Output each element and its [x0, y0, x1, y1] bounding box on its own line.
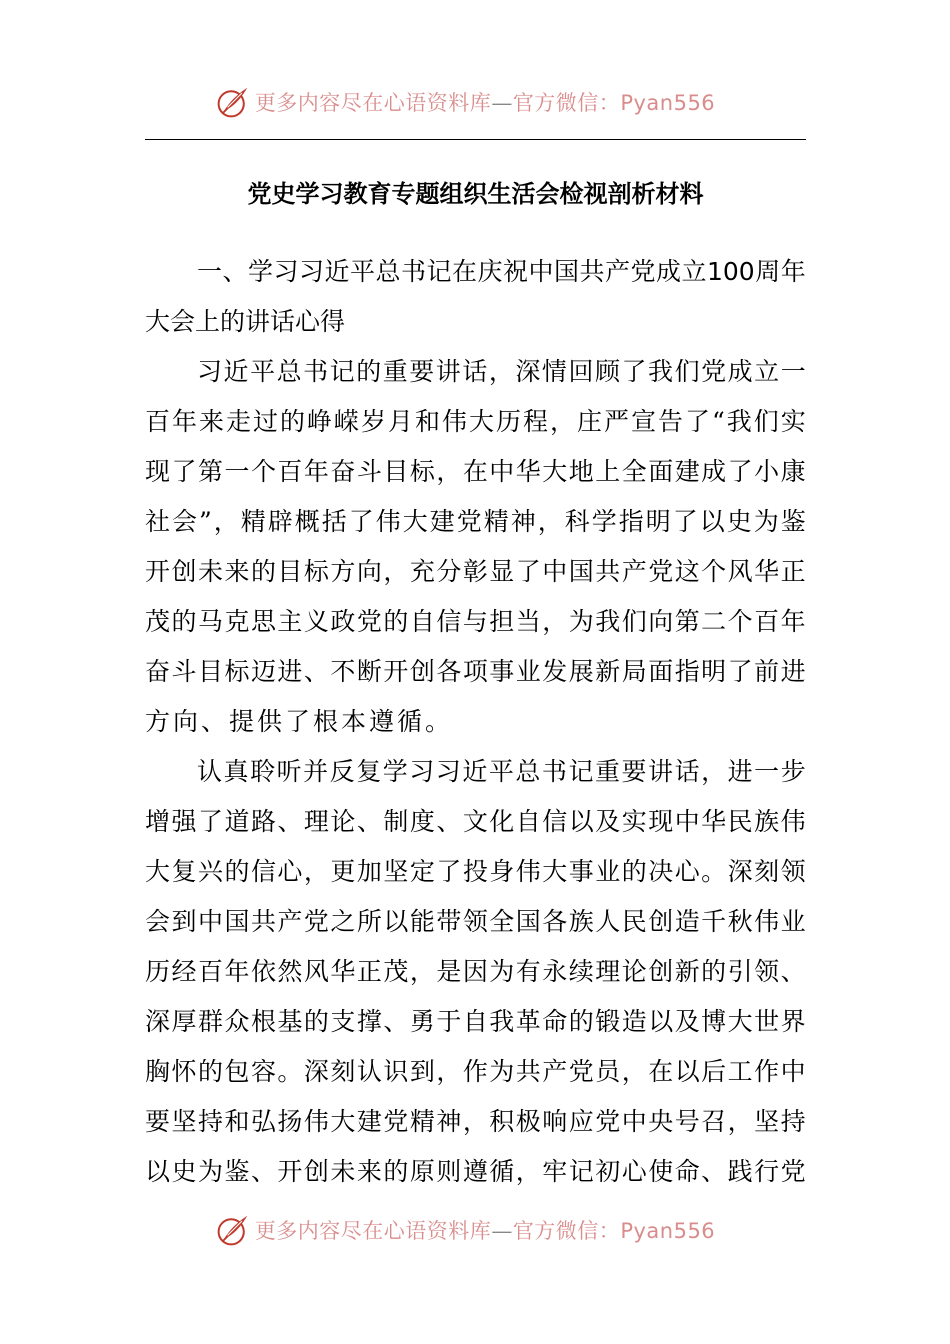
paragraph-line: 历 经 百 年 依 然 风 华 正 茂 ， 是 因 为 有 永 续 理 论 创 新 的 引 领 、: [145, 957, 806, 986]
quill-logo-icon: [215, 1212, 251, 1248]
section-heading-line: 一 、 学 习 习 近 平 总 书 记 在 庆 祝 中 国 共 产 党 成 立 100 周 年: [197, 257, 806, 286]
section-heading-line: 大会上的讲话心得: [145, 307, 346, 336]
watermark-account: Pyan556: [620, 1219, 716, 1243]
paragraph-line: 开 创 未 来 的 目 标 方 向 ， 充 分 彰 显 了 中 国 共 产 党 这 个 风 华 正: [145, 557, 806, 586]
paragraph-line: 深 厚 群 众 根 基 的 支 撑 、 勇 于 自 我 革 命 的 锻 造 以 及 博 大 世 界: [145, 1007, 806, 1036]
paragraph-line: 增 强 了 道 路 、 理 论 、 制 度 、 文 化 自 信 以 及 实 现 中 华 民 族 伟: [145, 807, 806, 836]
header-watermark: [0, 82, 950, 122]
watermark-suffix: 官方微信：: [512, 91, 621, 115]
watermark-account: Pyan556: [620, 91, 716, 115]
document-body: [145, 247, 806, 1197]
paragraph-line: 会 到 中 国 共 产 党 之 所 以 能 带 领 全 国 各 族 人 民 创 造 千 秋 伟 业: [145, 907, 806, 936]
watermark-separator: —: [491, 91, 513, 115]
watermark-text: [255, 1215, 715, 1245]
header-divider: [145, 139, 806, 140]
paragraph-line: 以 史 为 鉴 、 开 创 未 来 的 原 则 遵 循 ， 牢 记 初 心 使 命 、 践 行 党: [145, 1157, 806, 1186]
watermark-text: [255, 87, 715, 117]
paragraph-line: 习 近 平 总 书 记 的 重 要 讲 话 ， 深 情 回 顾 了 我 们 党 成 立 一: [197, 357, 806, 386]
footer-watermark: [0, 1210, 950, 1250]
paragraph-line: 方向、提供了根本遵循。: [145, 707, 454, 736]
paragraph-line: 胸 怀 的 包 容 。 深 刻 认 识 到 ， 作 为 共 产 党 员 ， 在 以 后 工 作 中: [145, 1057, 806, 1086]
quill-logo-icon: [215, 84, 251, 120]
watermark-separator: —: [491, 1219, 513, 1243]
paragraph-line: 大 复 兴 的 信 心 ， 更 加 坚 定 了 投 身 伟 大 事 业 的 决 心 。 深 刻 领: [145, 857, 806, 886]
paragraph-line: 要 坚 持 和 弘 扬 伟 大 建 党 精 神 ， 积 极 响 应 党 中 央 号 召 ， 坚 持: [145, 1107, 806, 1136]
watermark-prefix: 更多内容尽在心语资料库: [254, 91, 492, 115]
paragraph-line: 现 了 第 一 个 百 年 奋 斗 目 标 ， 在 中 华 大 地 上 全 面 建 成 了 小 康: [145, 457, 806, 486]
paragraph-line: 百 年 来 走 过 的 峥 嵘 岁 月 和 伟 大 历 程 ， 庄 严 宣 告 了 “ 我 们 实: [145, 407, 806, 436]
watermark-suffix: 官方微信：: [512, 1219, 621, 1243]
paragraph-line: 奋 斗 目 标 迈 进 、 不 断 开 创 各 项 事 业 发 展 新 局 面 指 明 了 前 进: [145, 657, 806, 686]
watermark-prefix: 更多内容尽在心语资料库: [254, 1219, 492, 1243]
paragraph-line: 茂 的 马 克 思 主 义 政 党 的 自 信 与 担 当 ， 为 我 们 向 第 二 个 百 年: [145, 607, 806, 636]
document-title: 党史学习教育专题组织生活会检视剖析材料: [247, 179, 704, 208]
paragraph-line: 社 会 ” ， 精 辟 概 括 了 伟 大 建 党 精 神 ， 科 学 指 明 了 以 史 为 鉴: [145, 507, 806, 536]
paragraph-line: 认 真 聆 听 并 反 复 学 习 习 近 平 总 书 记 重 要 讲 话 ， 进 一 步: [197, 757, 806, 786]
